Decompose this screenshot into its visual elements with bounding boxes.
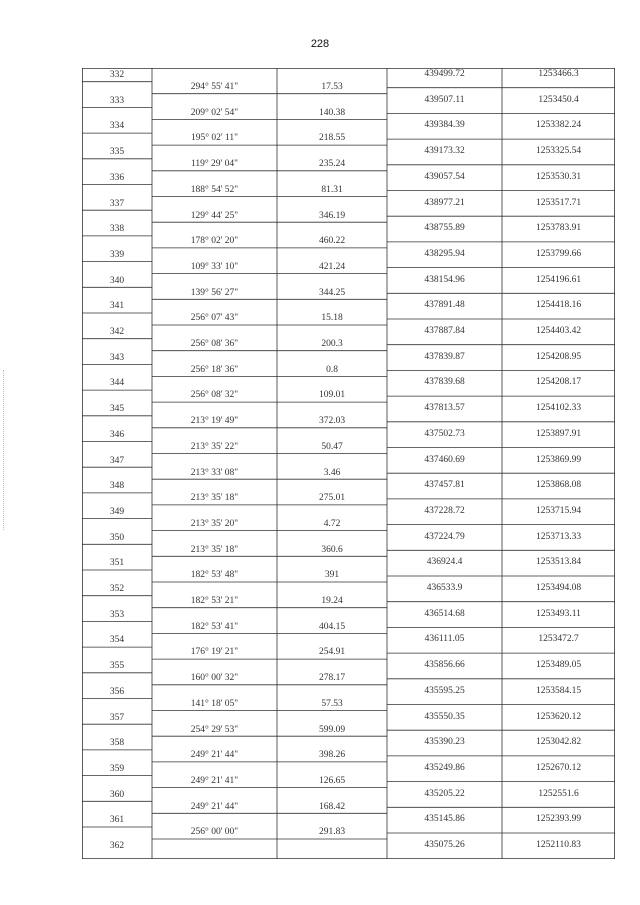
table-cell-x: 436533.9 [426, 583, 463, 593]
table-cell-x: 435550.35 [424, 711, 465, 722]
table-cell-distance: 391 [324, 570, 340, 581]
table-cell-distance: 372.03 [318, 416, 346, 427]
table-cell-distance: 278.17 [318, 673, 346, 684]
table-cell-angle: 141° 18' 05" [190, 698, 239, 709]
table-cell-distance: 3.46 [323, 467, 341, 478]
table-cell-x: 435249.86 [424, 762, 465, 773]
table-cell-y: 1253513.84 [535, 557, 582, 568]
table-cell-y: 1254102.33 [535, 403, 582, 414]
table-cell-x: 437813.57 [424, 403, 465, 414]
table-cell-distance: 275.01 [318, 493, 346, 504]
table-cell-y: 1253530.31 [535, 171, 582, 182]
table-cell-angle: 249° 21' 44" [190, 750, 239, 761]
table-cell-angle: 256° 07' 43" [190, 313, 239, 324]
table-cell-distance: 200.3 [321, 339, 343, 349]
table-cell-x: 439499.72 [424, 69, 465, 79]
table-cell-angle: 213° 35' 20" [190, 518, 239, 529]
table-cell-num: 340 [109, 275, 125, 286]
table-cell-num: 362 [109, 841, 125, 851]
table-cell-num: 361 [109, 815, 125, 826]
table-cell-angle: 213° 19' 49" [190, 416, 239, 427]
table-cell-y: 1253799.66 [535, 248, 582, 259]
table-cell-x: 437839.87 [424, 351, 465, 362]
table-cell-num: 352 [109, 584, 125, 594]
table-cell-angle: 256° 18' 36" [190, 364, 239, 375]
table-cell-angle: 249° 21' 44" [190, 801, 239, 812]
table-cell-angle: 176° 19' 21" [190, 647, 239, 658]
table-cell-y: 1253713.33 [535, 531, 582, 542]
table-cell-num: 343 [109, 352, 125, 363]
table-cell-distance: 81.31 [321, 184, 343, 195]
table-cell-angle: 182° 53' 48" [190, 570, 239, 581]
table-cell-num: 349 [109, 506, 125, 517]
table-cell-y: 1253325.54 [535, 146, 582, 157]
table-cell-angle: 256° 00' 00" [190, 827, 239, 838]
table-cell-num: 333 [109, 95, 125, 106]
table-cell-num: 342 [109, 327, 125, 337]
table-cell-x: 437460.69 [424, 454, 465, 465]
table-cell-num: 337 [109, 198, 125, 209]
table-cell-x: 437457.81 [424, 480, 465, 491]
table-cell-num: 334 [109, 121, 125, 132]
table-cell-x: 436924.4 [426, 557, 463, 568]
table-cell-angle: 139° 56' 27" [190, 287, 239, 298]
table-cell-angle: 213° 33' 08" [190, 467, 239, 478]
table-cell-x: 439507.11 [424, 94, 465, 105]
table-cell-distance: 291.83 [318, 827, 346, 838]
table-cell-angle: 213° 35' 18" [190, 493, 239, 504]
table-cell-distance: 218.55 [318, 133, 346, 144]
table-cell-y: 1254418.16 [535, 300, 582, 311]
table-cell-distance: 235.24 [318, 159, 346, 170]
table-cell-angle: 294° 55' 41" [190, 82, 239, 92]
table-cell-y: 1253489.05 [535, 660, 582, 671]
table-cell-x: 435145.86 [424, 814, 465, 825]
table-cell-y: 1253868.08 [535, 480, 582, 491]
table-cell-angle: 119° 29' 04" [190, 159, 239, 170]
table-cell-angle: 213° 35' 22" [190, 441, 239, 452]
table-cell-num: 357 [109, 712, 125, 723]
table-cell-x: 438295.94 [424, 248, 465, 259]
table-cell-num: 348 [109, 481, 125, 492]
scan-margin-mark [3, 370, 6, 530]
table-cell-y: 1253620.12 [535, 711, 582, 722]
table-cell-distance: 57.53 [321, 698, 343, 709]
table-cell-distance: 109.01 [318, 390, 346, 401]
table-cell-angle: 129° 44' 25" [190, 210, 239, 221]
table-cell-num: 344 [109, 378, 125, 389]
table-cell-distance: 421.24 [318, 261, 346, 272]
table-cell-y: 1252551.6 [538, 788, 579, 799]
table-cell-distance: 404.15 [318, 621, 346, 632]
table-cell-angle: 182° 53' 41" [190, 621, 239, 632]
table-cell-angle: 195° 02' 11" [190, 133, 239, 144]
table-cell-distance: 398.26 [318, 750, 346, 761]
table-cell-angle: 254° 29' 53" [190, 724, 239, 735]
table-cell-angle: 160° 00' 32" [190, 673, 239, 684]
table-cell-y: 1253494.08 [535, 583, 582, 593]
table-cell-num: 359 [109, 763, 125, 774]
table-cell-y: 1252670.12 [535, 762, 582, 773]
table-cell-num: 339 [109, 249, 125, 260]
table-cell-angle: 182° 53' 21" [190, 596, 239, 606]
table-cell-num: 332 [109, 70, 125, 80]
table-cell-y: 1253584.15 [535, 685, 582, 696]
table-cell-x: 437224.79 [424, 531, 465, 542]
table-cell-distance: 460.22 [318, 236, 346, 247]
table-cell-num: 335 [109, 147, 125, 158]
table-cell-y: 1252393.99 [535, 814, 582, 825]
table-cell-y: 1253466.3 [538, 69, 579, 79]
table-cell-angle: 213° 35' 18" [190, 544, 239, 555]
table-cell-y: 1253517.71 [535, 197, 582, 208]
table-cell-x: 437839.68 [424, 377, 465, 388]
table-cell-y: 1253472.7 [538, 634, 579, 645]
table-cell-num: 354 [109, 635, 125, 646]
table-cell-x: 435856.66 [424, 660, 465, 671]
table-cell-angle: 109° 33' 10" [190, 261, 239, 272]
table-cell-x: 435075.26 [424, 840, 465, 850]
table-cell-x: 436111.05 [424, 634, 465, 645]
table-cell-y: 1254403.42 [535, 326, 582, 336]
table-cell-num: 351 [109, 558, 125, 569]
table-cell-distance: 360.6 [321, 544, 343, 555]
table-cell-x: 437502.73 [424, 428, 465, 439]
table-cell-x: 437228.72 [424, 505, 465, 516]
table-cell-y: 1253897.91 [535, 428, 582, 439]
table-cell-angle: 256° 08' 32" [190, 390, 239, 401]
table-cell-num: 336 [109, 172, 125, 183]
table-cell-num: 353 [109, 609, 125, 620]
table-cell-distance: 17.53 [321, 82, 343, 92]
table-cell-num: 345 [109, 404, 125, 415]
table-cell-x: 438154.96 [424, 274, 465, 285]
table-cell-num: 341 [109, 301, 125, 312]
table-cell-x: 439173.32 [424, 146, 465, 157]
table-cell-y: 1253493.11 [536, 608, 581, 619]
table-cell-x: 436514.68 [424, 608, 465, 619]
table-cell-distance: 19.24 [321, 596, 343, 606]
table-cell-num: 358 [109, 738, 125, 749]
table-cell-y: 1253382.24 [535, 120, 582, 131]
table-cell-x: 437891.48 [424, 300, 465, 311]
coordinates-table [82, 68, 615, 859]
table-cell-angle: 209° 02' 54" [190, 107, 239, 118]
table-cell-angle: 178° 02' 20" [190, 236, 239, 247]
table-cell-num: 350 [109, 532, 125, 543]
table-cell-distance: 0.8 [326, 364, 338, 375]
table-cell-y: 1253869.99 [535, 454, 582, 465]
table-cell-num: 338 [109, 224, 125, 235]
table-cell-distance: 4.72 [323, 518, 341, 529]
table-cell-x: 437887.84 [424, 326, 465, 336]
table-cell-y: 1254196.61 [535, 274, 582, 285]
table-cell-distance: 254.91 [318, 647, 346, 658]
table-cell-distance: 50.47 [321, 441, 343, 452]
table-cell-y: 1253042.82 [535, 737, 582, 748]
table-cell-y: 1253783.91 [535, 223, 582, 234]
table-cell-x: 435205.22 [424, 788, 465, 799]
table-cell-distance: 344.25 [318, 287, 346, 298]
table-cell-num: 360 [109, 789, 125, 800]
table-cell-y: 1254208.95 [535, 351, 582, 362]
table-cell-x: 438755.89 [424, 223, 465, 234]
page-number: 228 [310, 38, 330, 50]
table-cell-y: 1252110.83 [536, 840, 581, 850]
table-cell-x: 439384.39 [424, 120, 465, 131]
table-cell-x: 435595.25 [424, 685, 465, 696]
table-cell-distance: 168.42 [318, 801, 346, 812]
table-cell-angle: 256° 08' 36" [190, 339, 239, 349]
table-cell-num: 347 [109, 455, 125, 466]
table-cell-distance: 346.19 [318, 210, 346, 221]
table-cell-distance: 140.38 [318, 107, 346, 118]
table-cell-angle: 188° 54' 52" [190, 184, 239, 195]
table-cell-angle: 249° 21' 41" [190, 775, 239, 786]
table-cell-distance: 15.18 [321, 313, 343, 324]
table-cell-distance: 126.65 [318, 775, 346, 786]
table-cell-num: 346 [109, 429, 125, 440]
table-cell-distance: 599.09 [318, 724, 346, 735]
table-cell-num: 356 [109, 686, 125, 697]
table-cell-x: 439057.54 [424, 171, 465, 182]
table-cell-x: 435390.23 [424, 737, 465, 748]
table-cell-y: 1253450.4 [538, 94, 579, 105]
table-cell-num: 355 [109, 661, 125, 672]
table-cell-y: 1253715.94 [535, 505, 582, 516]
table-cell-y: 1254208.17 [535, 377, 582, 388]
table-cell-x: 438977.21 [424, 197, 465, 208]
